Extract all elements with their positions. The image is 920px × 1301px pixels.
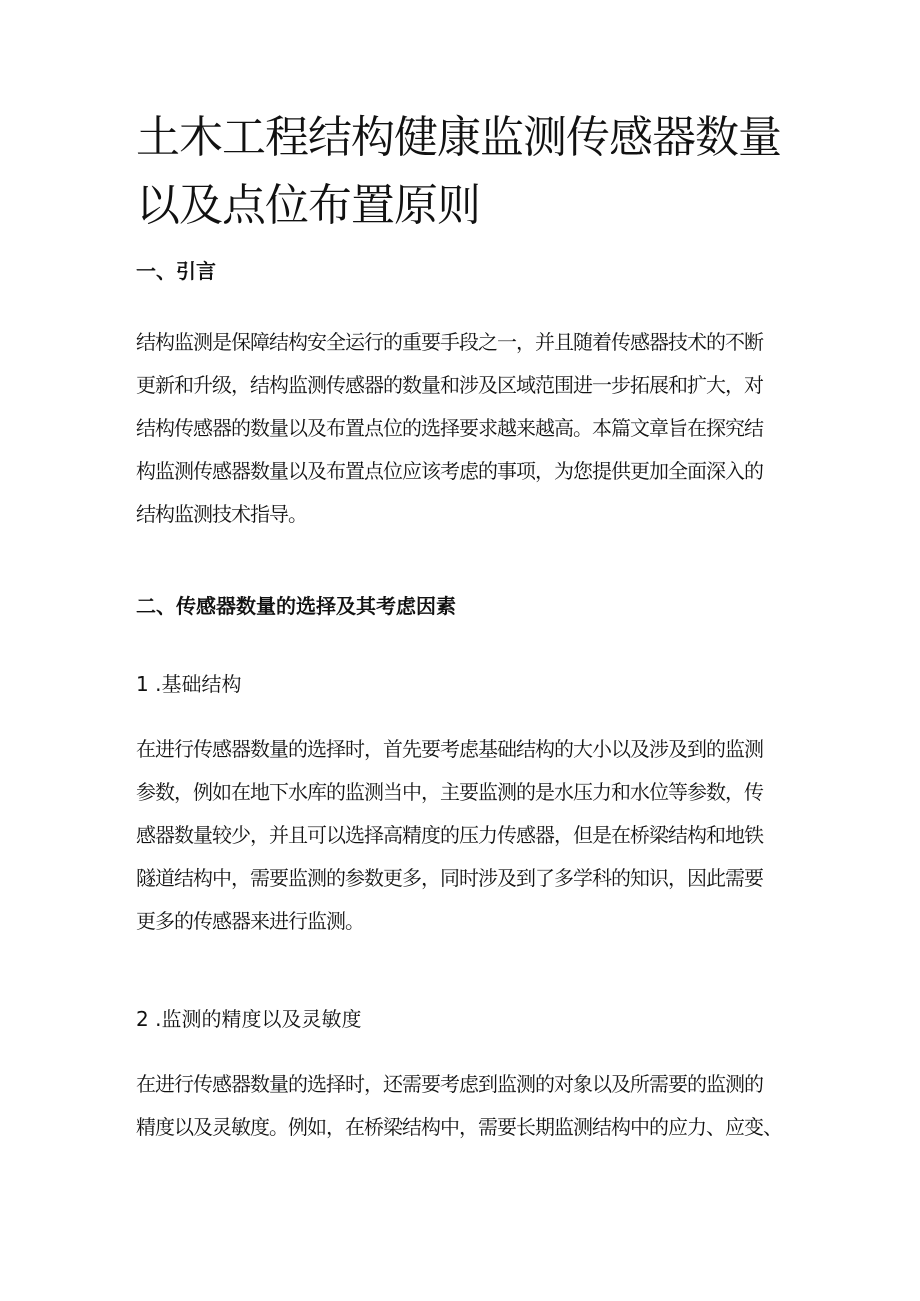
paragraph-line: 参数，例如在地下水库的监测当中，主要监测的是水压力和水位等参数，传 — [136, 780, 763, 804]
paragraph-line: 感器数量较少，并且可以选择高精度的压力传感器，但是在桥梁结构和地铁 — [136, 823, 763, 847]
subsection-heading-foundation: 1 .基础结构 — [136, 672, 242, 696]
paragraph-line: 在进行传感器数量的选择时，还需要考虑到监测的对象以及所需要的监测的 — [136, 1072, 763, 1096]
subsection-heading-precision: 2 .监测的精度以及灵敏度 — [136, 1007, 362, 1031]
paragraph-line: 精度以及灵敏度。例如，在桥梁结构中，需要长期监测结构中的应力、应变、 — [136, 1115, 782, 1139]
section-heading-introduction: 一、引言 — [136, 259, 216, 283]
paragraph-line: 构监测传感器数量以及布置点位应该考虑的事项，为您提供更加全面深入的 — [136, 459, 763, 483]
paragraph-line: 更新和升级，结构监测传感器的数量和涉及区域范围进一步拓展和扩大，对 — [136, 373, 763, 397]
paragraph-line: 结构监测技术指导。 — [136, 502, 307, 526]
document-title: 土木工程结构健康监测传感器数量以及点位布置原则 — [136, 112, 781, 231]
foundation-paragraph — [136, 728, 788, 943]
paragraph-line: 在进行传感器数量的选择时，首先要考虑基础结构的大小以及涉及到的监测 — [136, 737, 763, 761]
section-heading-sensor-quantity: 二、传感器数量的选择及其考虑因素 — [136, 594, 456, 618]
paragraph-line: 更多的传感器来进行监测。 — [136, 909, 364, 933]
precision-paragraph — [136, 1063, 788, 1149]
paragraph-line: 结构传感器的数量以及布置点位的选择要求越来越高。本篇文章旨在探究结 — [136, 416, 763, 440]
paragraph-line: 结构监测是保障结构安全运行的重要手段之一，并且随着传感器技术的不断 — [136, 330, 763, 354]
introduction-paragraph — [136, 321, 788, 536]
paragraph-line: 隧道结构中，需要监测的参数更多，同时涉及到了多学科的知识，因此需要 — [136, 866, 763, 890]
